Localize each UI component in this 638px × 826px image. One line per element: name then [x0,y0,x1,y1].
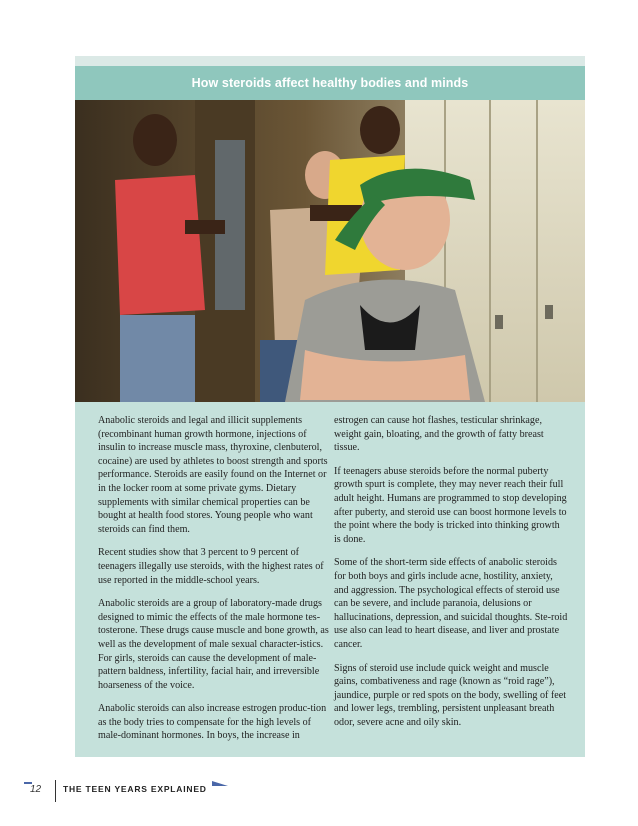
right-text-column [334,414,568,739]
top-decorative-strip [75,56,585,66]
paragraph: Anabolic steroids are a group of laboratory-made drugs designed to mimic the effects of the male hormone tes-tosterone. These drugs cause muscle and bone growth, as well as the development of male sexual character-istics. For girls, steroids can cause the development of male-pattern baldness, infertility, facial hair, and irreversible hoarseness of the voice. [98,598,329,691]
paragraph: Some of the short-term side effects of anabolic steroids for both boys and girls include acne, hostility, anxiety, and aggression. The psychological effects of steroid use can be severe, and include paranoia, delusions or hallucinations, depression, and suicidal thoughts. Ste-roid use also can lead to heart disease, and liver and prostate cancer. [334,557,568,650]
paragraph: Anabolic steroids can also increase estrogen produc-tion as the body tries to compensate for the high levels of male-dominant hormones. In boys, the increase in [98,703,327,742]
article-text-panel [75,402,585,757]
teens-at-lockers-photo [75,100,585,402]
running-head: THE TEEN YEARS EXPLAINED [63,784,207,794]
paragraph: Signs of steroid use include quick weight and muscle gains, combativeness and rage (known as “roid rage”), jaundice, purple or red spots on the body, swelling of feet and lower legs, trembling, persistent unpleasant breath odor, severe acne and oily skin. [334,662,567,728]
section-title-bar [75,66,585,100]
paragraph: If teenagers abuse steroids before the normal puberty growth spurt is complete, they may never reach their full adult height. Humans are programmed to stop developing after puberty, and steroid use can boost hormone levels to the point where the body is tricked into thinking growth is done. [334,465,567,545]
left-text-column [98,414,330,753]
paragraph: estrogen can cause hot flashes, testicular shrinkage, weight gain, bloating, and the growth of fatty breast tissue. [334,415,544,454]
footer-triangle-mark [212,781,228,786]
paragraph: Anabolic steroids and legal and illicit supplements (recombinant human growth hormone, injections of insulin to increase muscle mass, thyroxine, clenbuterol, cocaine) are used by athletes to boost strength and sports performance. Steroids are easily found on the Internet or in the locker room at some private gyms. Dietary supplements with similar chemical properties can be bought at health food stores. Young people who want steroids can find them. [98,415,328,535]
paragraph: Recent studies show that 3 percent to 9 percent of teenagers illegally use steroids, with the highest rates of use reported in the middle-school years. [98,547,324,586]
page-number: 12 [30,784,42,795]
section-title: How steroids affect healthy bodies and minds [191,76,469,90]
footer-divider [55,780,56,802]
page-footer [0,776,638,806]
